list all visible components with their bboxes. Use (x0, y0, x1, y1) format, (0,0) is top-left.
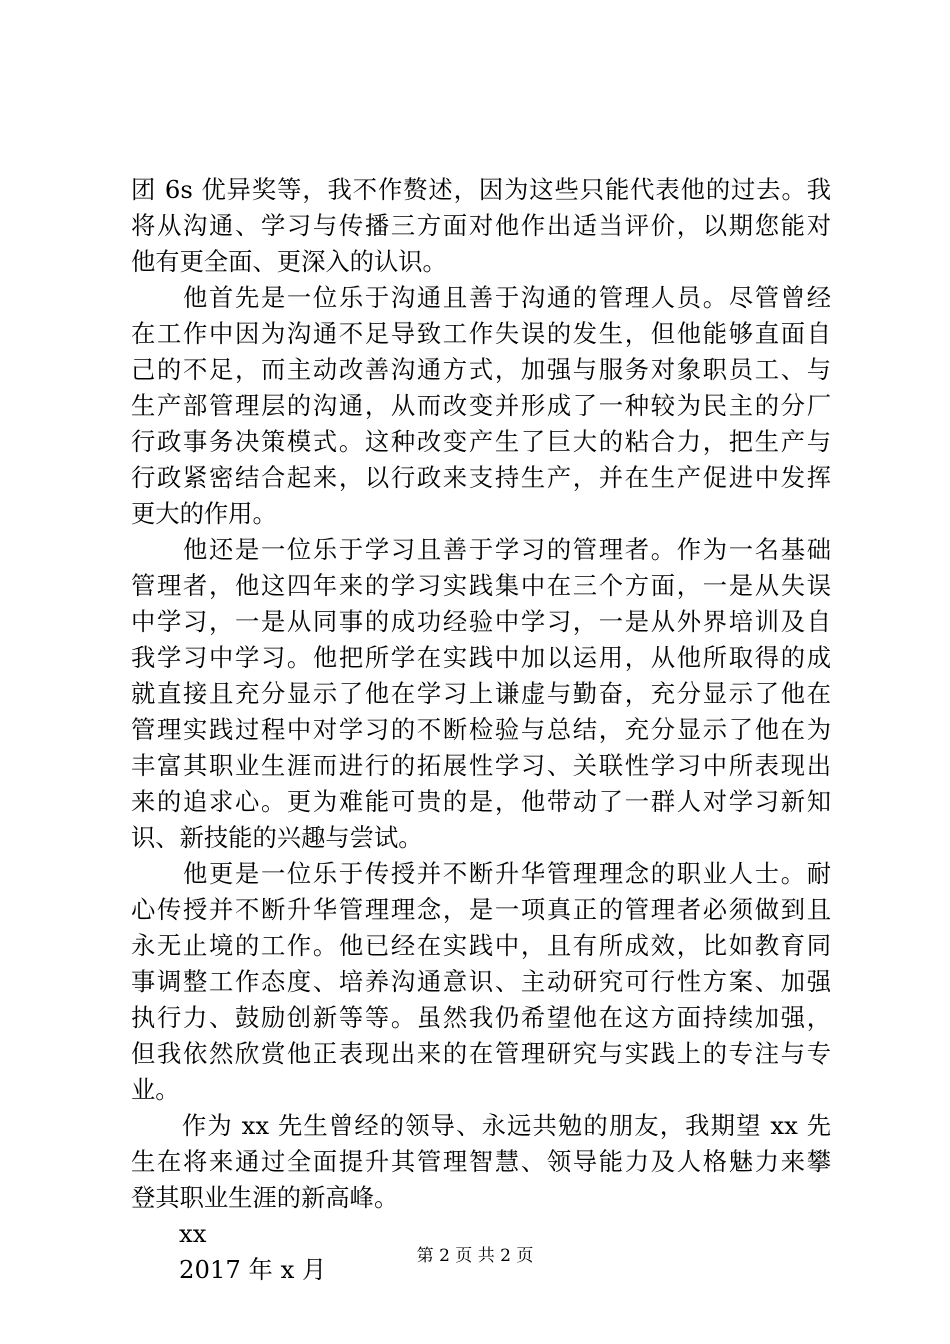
text-line: 生产部管理层的沟通，从而改变并形成了一种较为民主的分厂 (131, 391, 831, 420)
text-line: 执行力、鼓励创新等等。虽然我仍希望他在这方面持续加强， (131, 1003, 831, 1032)
text-line: 行政事务决策模式。这种改变产生了巨大的粘合力，把生产与 (131, 427, 831, 456)
text-line: 管理者，他这四年来的学习实践集中在三个方面，一是从失误 (131, 571, 831, 600)
text-line: 但我依然欣赏他正表现出来的在管理研究与实践上的专注与专 (131, 1039, 831, 1068)
text-line: 团 6s 优异奖等，我不作赘述，因为这些只能代表他的过去。我 (131, 175, 831, 204)
text-line: 识、新技能的兴趣与尝试。 (131, 823, 423, 852)
text-line: 行政紧密结合起来，以行政来支持生产，并在生产促进中发挥 (131, 463, 831, 492)
text-line: 来的追求心。更为难能可贵的是，他带动了一群人对学习新知 (131, 787, 831, 816)
text-line: 登其职业生涯的新高峰。 (131, 1183, 399, 1212)
text-line: 永无止境的工作。他已经在实践中，且有所成效，比如教育同 (131, 931, 831, 960)
text-line: 就直接且充分显示了他在学习上谦虚与勤奋，充分显示了他在 (131, 679, 831, 708)
text-line: 在工作中因为沟通不足导致工作失误的发生，但他能够直面自 (131, 319, 831, 348)
text-line: 心传授并不断升华管理理念，是一项真正的管理者必须做到且 (131, 895, 831, 924)
text-line: 事调整工作态度、培养沟通意识、主动研究可行性方案、加强 (131, 967, 831, 996)
text-line: 他首先是一位乐于沟通且善于沟通的管理人员。尽管曾经 (131, 283, 831, 312)
text-line: 丰富其职业生涯而进行的拓展性学习、关联性学习中所表现出 (131, 751, 831, 780)
signature-name: xx (179, 1219, 207, 1248)
text-line: 更大的作用。 (131, 499, 277, 528)
text-line: 他有更全面、更深入的认识。 (131, 247, 447, 276)
text-line: 我学习中学习。他把所学在实践中加以运用，从他所取得的成 (131, 643, 831, 672)
text-line: 中学习，一是从同事的成功经验中学习，一是从外界培训及自 (131, 607, 831, 636)
page-number-footer: 第 2 页 共 2 页 (416, 1246, 534, 1266)
text-line: 业。 (131, 1075, 180, 1104)
text-line: 将从沟通、学习与传播三方面对他作出适当评价，以期您能对 (131, 211, 831, 240)
letter-body (131, 172, 831, 1288)
text-line: 作为 xx 先生曾经的领导、永远共勉的朋友，我期望 xx 先 (131, 1111, 831, 1140)
text-line: 生在将来通过全面提升其管理智慧、领导能力及人格魅力来攀 (131, 1147, 831, 1176)
text-line: 他更是一位乐于传授并不断升华管理理念的职业人士。耐 (131, 859, 831, 888)
text-line: 管理实践过程中对学习的不断检验与总结，充分显示了他在为 (131, 715, 831, 744)
text-line: 己的不足，而主动改善沟通方式，加强与服务对象职员工、与 (131, 355, 831, 384)
text-line: 他还是一位乐于学习且善于学习的管理者。作为一名基础 (131, 535, 831, 564)
signature-date: 2017 年 x 月 (179, 1255, 327, 1284)
